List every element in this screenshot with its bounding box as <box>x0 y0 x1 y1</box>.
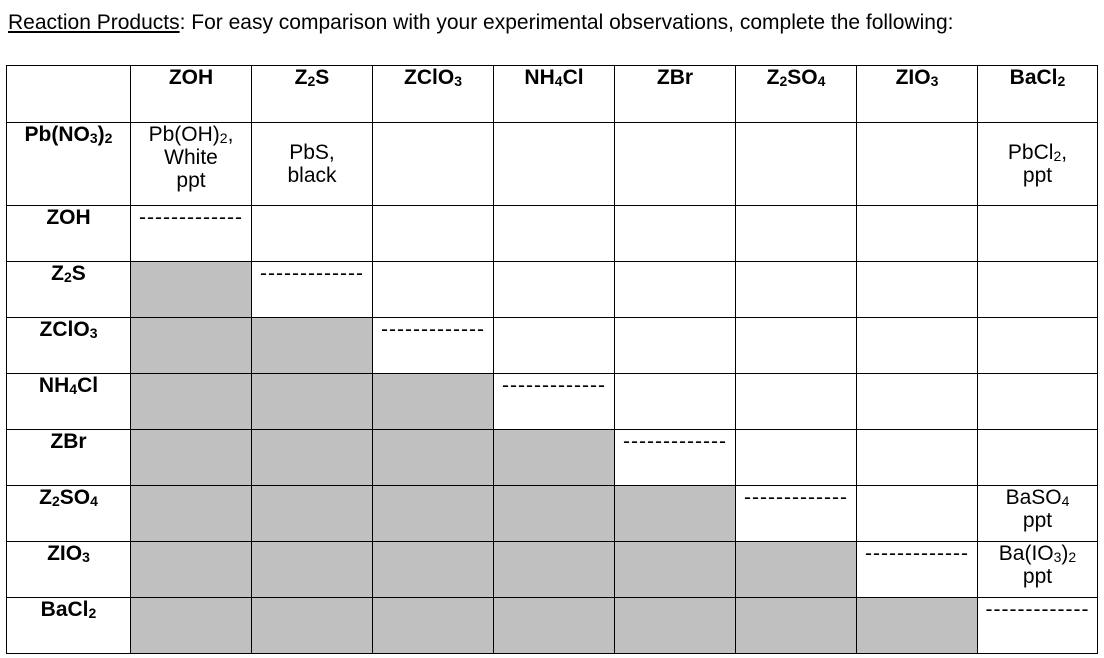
blank-cell[interactable] <box>373 206 494 262</box>
col-header: $ZIO_3$ <box>857 66 978 123</box>
table-row <box>7 374 1098 430</box>
cell-line: BaSO$_4$ <box>1005 486 1070 509</box>
blank-cell[interactable] <box>857 123 978 206</box>
shaded-cell <box>857 598 978 654</box>
col-header: ZBr <box>615 66 736 123</box>
col-header: ZOH <box>131 66 252 123</box>
row-header: $NH_4Cl$ <box>7 374 131 430</box>
reaction-products-table <box>6 65 1098 654</box>
blank-cell[interactable] <box>736 430 857 486</box>
shaded-cell <box>494 598 615 654</box>
product-cell[interactable] <box>978 486 1098 542</box>
shaded-cell <box>494 430 615 486</box>
blank-cell[interactable] <box>857 374 978 430</box>
product-cell[interactable] <box>252 123 373 206</box>
shaded-cell <box>252 486 373 542</box>
shaded-cell <box>615 486 736 542</box>
table-row <box>7 430 1098 486</box>
shaded-cell <box>131 318 252 374</box>
shaded-cell <box>736 598 857 654</box>
product-cell[interactable] <box>978 542 1098 598</box>
row-header: $Pb(NO_3)_2$ <box>7 123 131 206</box>
cell-line: black <box>287 164 337 187</box>
diagonal-dash-cell: ------------- <box>252 262 373 318</box>
blank-cell[interactable] <box>736 123 857 206</box>
cell-line: ppt <box>1022 565 1053 588</box>
page-heading <box>8 11 953 35</box>
blank-cell[interactable] <box>857 262 978 318</box>
product-cell[interactable] <box>978 123 1098 206</box>
shaded-cell <box>131 598 252 654</box>
blank-cell[interactable] <box>373 262 494 318</box>
shaded-cell <box>373 598 494 654</box>
blank-cell[interactable] <box>978 430 1098 486</box>
shaded-cell <box>131 374 252 430</box>
cell-line: ppt <box>176 169 206 192</box>
diagonal-dash-cell: ------------- <box>736 486 857 542</box>
shaded-cell <box>252 542 373 598</box>
cell-line: $Pb(OH)_2$, <box>148 123 234 146</box>
col-header: BaCl$_2$ <box>978 66 1098 123</box>
row-header: $ZIO_3$ <box>7 542 131 598</box>
product-cell[interactable] <box>131 123 252 206</box>
shaded-cell <box>615 542 736 598</box>
shaded-cell <box>131 542 252 598</box>
blank-cell[interactable] <box>494 262 615 318</box>
blank-cell[interactable] <box>736 374 857 430</box>
blank-cell[interactable] <box>978 318 1098 374</box>
diagonal-dash-cell: ------------- <box>857 542 978 598</box>
blank-cell[interactable] <box>857 318 978 374</box>
blank-cell[interactable] <box>615 374 736 430</box>
blank-cell[interactable] <box>857 206 978 262</box>
shaded-cell <box>373 486 494 542</box>
blank-cell[interactable] <box>615 262 736 318</box>
shaded-cell <box>494 542 615 598</box>
blank-cell[interactable] <box>857 486 978 542</box>
blank-cell[interactable] <box>494 318 615 374</box>
heading-instruction: : For easy comparison with your experimental observations, complete the following: <box>179 11 954 34</box>
blank-cell[interactable] <box>736 262 857 318</box>
shaded-cell <box>131 486 252 542</box>
col-header: $Z_2S$ <box>252 66 373 123</box>
blank-cell[interactable] <box>615 318 736 374</box>
blank-cell[interactable] <box>252 206 373 262</box>
blank-cell[interactable] <box>978 374 1098 430</box>
shaded-cell <box>494 486 615 542</box>
cell-line: ppt <box>1022 164 1053 187</box>
col-header: $NH_4Cl$ <box>494 66 615 123</box>
shaded-cell <box>252 598 373 654</box>
blank-cell[interactable] <box>978 206 1098 262</box>
row-header: $Z_2SO_4$ <box>7 486 131 542</box>
shaded-cell <box>131 262 252 318</box>
cell-line: PbS, <box>289 141 335 164</box>
row-header: $Z_2S$ <box>7 262 131 318</box>
corner-cell <box>7 66 131 123</box>
shaded-cell <box>252 430 373 486</box>
shaded-cell <box>373 430 494 486</box>
row-header: BaCl$_2$ <box>7 598 131 654</box>
shaded-cell <box>252 374 373 430</box>
header-row <box>7 66 1098 123</box>
table-row <box>7 318 1098 374</box>
shaded-cell <box>131 430 252 486</box>
shaded-cell <box>373 542 494 598</box>
table-row <box>7 123 1098 206</box>
cell-line: White <box>164 146 218 169</box>
blank-cell[interactable] <box>615 123 736 206</box>
col-header: ZClO$_3$ <box>373 66 494 123</box>
table-row <box>7 542 1098 598</box>
diagonal-dash-cell: ------------- <box>373 318 494 374</box>
cell-line: $Ba(IO_3)_2$ <box>998 542 1077 565</box>
blank-cell[interactable] <box>736 318 857 374</box>
row-header: ZBr <box>7 430 131 486</box>
shaded-cell <box>252 318 373 374</box>
cell-line: ppt <box>1022 509 1053 532</box>
diagonal-dash-cell: ------------- <box>131 206 252 262</box>
table-row <box>7 262 1098 318</box>
shaded-cell <box>736 542 857 598</box>
blank-cell[interactable] <box>736 206 857 262</box>
diagonal-dash-cell: ------------- <box>494 374 615 430</box>
blank-cell[interactable] <box>978 262 1098 318</box>
shaded-cell <box>373 374 494 430</box>
diagonal-dash-cell: ------------- <box>978 598 1098 654</box>
blank-cell[interactable] <box>494 123 615 206</box>
row-header: ZClO$_3$ <box>7 318 131 374</box>
diagonal-dash-cell: ------------- <box>615 430 736 486</box>
col-header: $Z_2SO_4$ <box>736 66 857 123</box>
heading-title: Reaction Products <box>8 11 180 34</box>
table-row <box>7 598 1098 654</box>
table-row <box>7 206 1098 262</box>
table-row <box>7 486 1098 542</box>
blank-cell[interactable] <box>373 123 494 206</box>
cell-line: PbCl$_2$, <box>1007 141 1068 164</box>
shaded-cell <box>615 598 736 654</box>
blank-cell[interactable] <box>615 206 736 262</box>
row-header: ZOH <box>7 206 131 262</box>
blank-cell[interactable] <box>857 430 978 486</box>
blank-cell[interactable] <box>494 206 615 262</box>
